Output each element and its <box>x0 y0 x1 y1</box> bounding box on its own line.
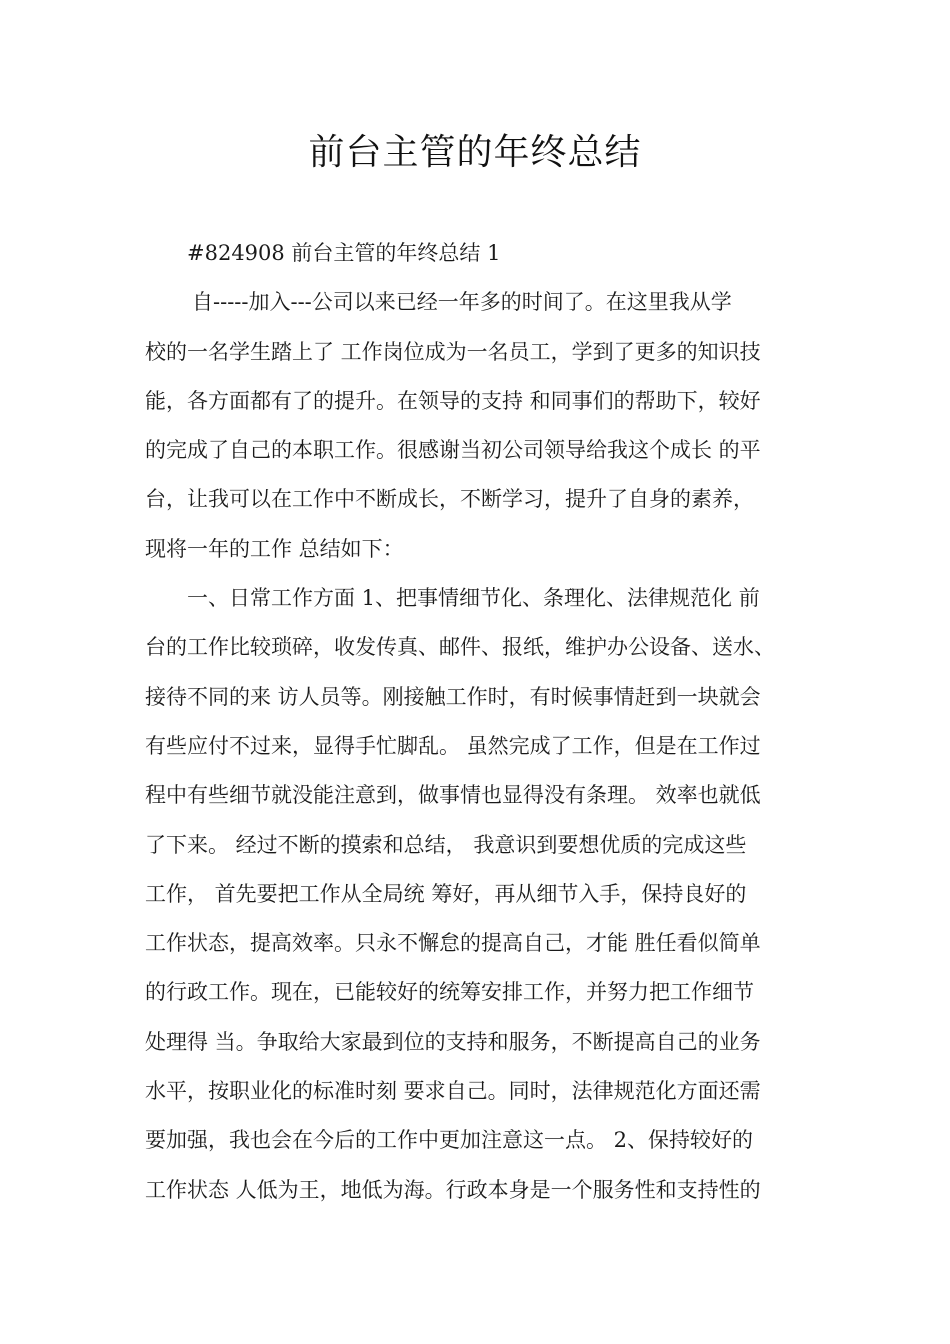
text-line: 现将一年的工作 总结如下： <box>145 536 404 561</box>
text-line: #824908 前台主管的年终总结 1 <box>187 241 501 265</box>
text-line: 工作状态 人低为王，地低为海。行政本身是一个服务性和支持性的 <box>145 1177 761 1202</box>
text-line: 要加强，我也会在今后的工作中更加注意这一点。 2、保持较好的 <box>145 1128 754 1153</box>
text-line: 台的工作比较琐碎，收发传真、邮件、报纸，维护办公设备、送水、 <box>145 635 775 660</box>
text-line: 接待不同的来 访人员等。刚接触工作时，有时候事情赶到一块就会 <box>145 684 761 709</box>
text-line: 台，让我可以在工作中不断成长，不断学习，提升了自身的素养， <box>145 487 754 512</box>
text-line: 校的一名学生踏上了 工作岗位成为一名员工，学到了更多的知识技 <box>145 339 761 364</box>
document-title: 前台主管的年终总结 <box>308 132 642 173</box>
text-line: 能，各方面都有了的提升。在领导的支持 和同事们的帮助下，较好 <box>145 388 761 413</box>
text-line: 一、日常工作方面 1、把事情细节化、条理化、法律规范化 前 <box>187 586 760 611</box>
text-line: 了下来。 经过不断的摸索和总结， 我意识到要想优质的完成这些 <box>145 832 747 857</box>
text-line: 的行政工作。现在，已能较好的统筹安排工作，并努力把工作细节 <box>145 980 754 1005</box>
text-line: 工作， 首先要把工作从全局统 筹好，再从细节入手，保持良好的 <box>145 881 747 906</box>
text-line: 有些应付不过来，显得手忙脚乱。 虽然完成了工作，但是在工作过 <box>145 733 761 758</box>
document-body <box>145 229 815 1215</box>
text-line: 自-----加入---公司以来已经一年多的时间了。在这里我从学 <box>192 290 732 315</box>
text-line: 的完成了自己的本职工作。很感谢当初公司领导给我这个成长 的平 <box>145 438 761 463</box>
text-line: 工作状态，提高效率。只永不懈怠的提高自己，才能 胜任看似简单 <box>145 931 761 956</box>
text-line: 程中有些细节就没能注意到，做事情也显得没有条理。 效率也就低 <box>145 783 761 808</box>
text-line: 水平，按职业化的标准时刻 要求自己。同时，法律规范化方面还需 <box>145 1079 761 1104</box>
text-line: 处理得 当。争取给大家最到位的支持和服务，不断提高自己的业务 <box>145 1029 761 1054</box>
